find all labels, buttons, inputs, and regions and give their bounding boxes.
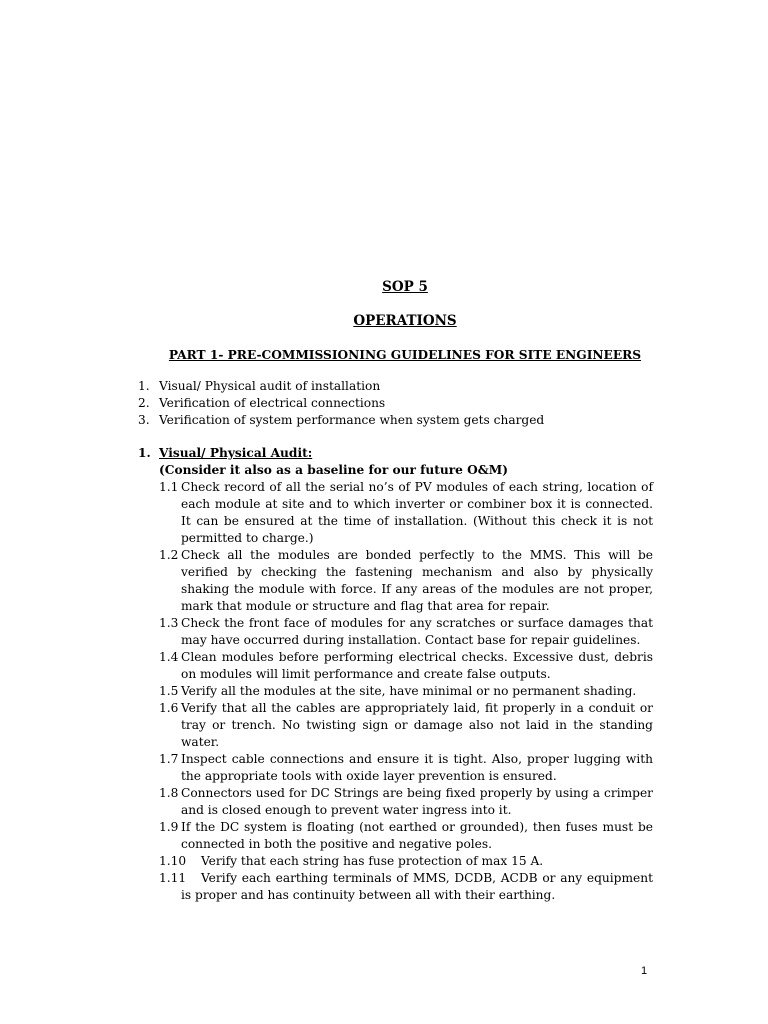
- checklist-item: [159, 853, 653, 870]
- checklist-item-text: Verify all the modules at the site, have minimal or no permanent shading.: [181, 684, 637, 698]
- checklist-item-number: 1.5: [159, 684, 179, 698]
- contents-item-text: Verification of electrical connections: [159, 396, 386, 410]
- contents-item-text: Verification of system performance when system gets charged: [159, 413, 545, 427]
- checklist-item-number: 1.2: [159, 548, 179, 562]
- checklist-item-text: Check the front face of modules for any scratches or surface damages that may have occurred during installation. Contact base for repair guidelines.: [181, 616, 653, 647]
- page-number: 1: [641, 965, 648, 977]
- checklist-item-text: Check all the modules are bonded perfectly to the MMS. This will be verified by checking the fastening mechanism and also by physically shaking the module with force. If any areas of the modules are not proper, mark that module or structure and flag that area for repair.: [181, 548, 653, 613]
- checklist-item-number: 1.6: [159, 701, 179, 715]
- checklist-item-text: Verify that all the cables are appropriately laid, fit properly in a conduit or tray or trench. No twisting sign or damage also not laid in the standing water.: [181, 701, 653, 749]
- contents-item-text: Visual/ Physical audit of installation: [159, 379, 381, 393]
- section-heading-title: Visual/ Physical Audit:: [159, 446, 313, 460]
- checklist-item-number: 1.9: [159, 820, 179, 834]
- section-subtitle: (Consider it also as a baseline for our future O&M): [159, 463, 509, 477]
- checklist-item-text: Verify that each string has fuse protection of max 15 A.: [201, 854, 544, 868]
- contents-item: [138, 395, 658, 412]
- checklist-item: [159, 649, 653, 683]
- checklist-item: [159, 751, 653, 785]
- section-number: 1.: [138, 446, 151, 460]
- checklist-item-text: If the DC system is floating (not earthed or grounded), then fuses must be connected in both the positive and negative poles.: [181, 820, 653, 851]
- checklist-item: [159, 819, 653, 853]
- section-heading: [138, 445, 653, 462]
- checklist-item-text: Inspect cable connections and ensure it is tight. Also, proper lugging with the appropriate tools with oxide layer prevention is ensured.: [181, 752, 653, 783]
- checklist-item: [159, 547, 653, 615]
- checklist-item: [159, 479, 653, 547]
- checklist-item-text: Clean modules before performing electrical checks. Excessive dust, debris on modules will limit performance and create false outputs.: [181, 650, 653, 681]
- contents-item-number: 3.: [138, 413, 150, 427]
- audit-checklist: [159, 479, 653, 904]
- checklist-item-number: 1.7: [159, 752, 179, 766]
- contents-item: [138, 412, 658, 429]
- checklist-item-text: Connectors used for DC Strings are being fixed properly by using a crimper and is closed enough to prevent water ingress into it.: [181, 786, 653, 817]
- checklist-item-number: 1.3: [159, 616, 179, 630]
- checklist-item-number: 1.4: [159, 650, 179, 664]
- checklist-item: [159, 700, 653, 751]
- contents-item-number: 2.: [138, 396, 150, 410]
- contents-item: [138, 378, 658, 395]
- section-title: OPERATIONS: [353, 313, 457, 329]
- checklist-item-number: 1.8: [159, 786, 179, 800]
- checklist-item-text: Verify each earthing terminals of MMS, DCDB, ACDB or any equipment is proper and has continuity between all with their earthing.: [181, 871, 653, 902]
- checklist-item-text: Check record of all the serial no’s of PV modules of each string, location of each module at site and to which inverter or combiner box it is connected. It can be ensured at the time of installation. (Without this check it is not permitted to charge.): [181, 480, 653, 545]
- checklist-item-number: 1.10: [159, 854, 187, 868]
- contents-list: [138, 378, 658, 429]
- contents-item-number: 1.: [138, 379, 150, 393]
- section-visual-audit: [138, 445, 653, 904]
- checklist-item: [159, 683, 653, 700]
- checklist-item-number: 1.11: [159, 871, 187, 885]
- checklist-item-number: 1.1: [159, 480, 179, 494]
- checklist-item: [159, 870, 653, 904]
- checklist-item: [159, 615, 653, 649]
- sop-title: SOP 5: [382, 279, 428, 295]
- checklist-item: [159, 785, 653, 819]
- part-title: PART 1- PRE-COMMISSIONING GUIDELINES FOR SITE ENGINEERS: [168, 348, 642, 362]
